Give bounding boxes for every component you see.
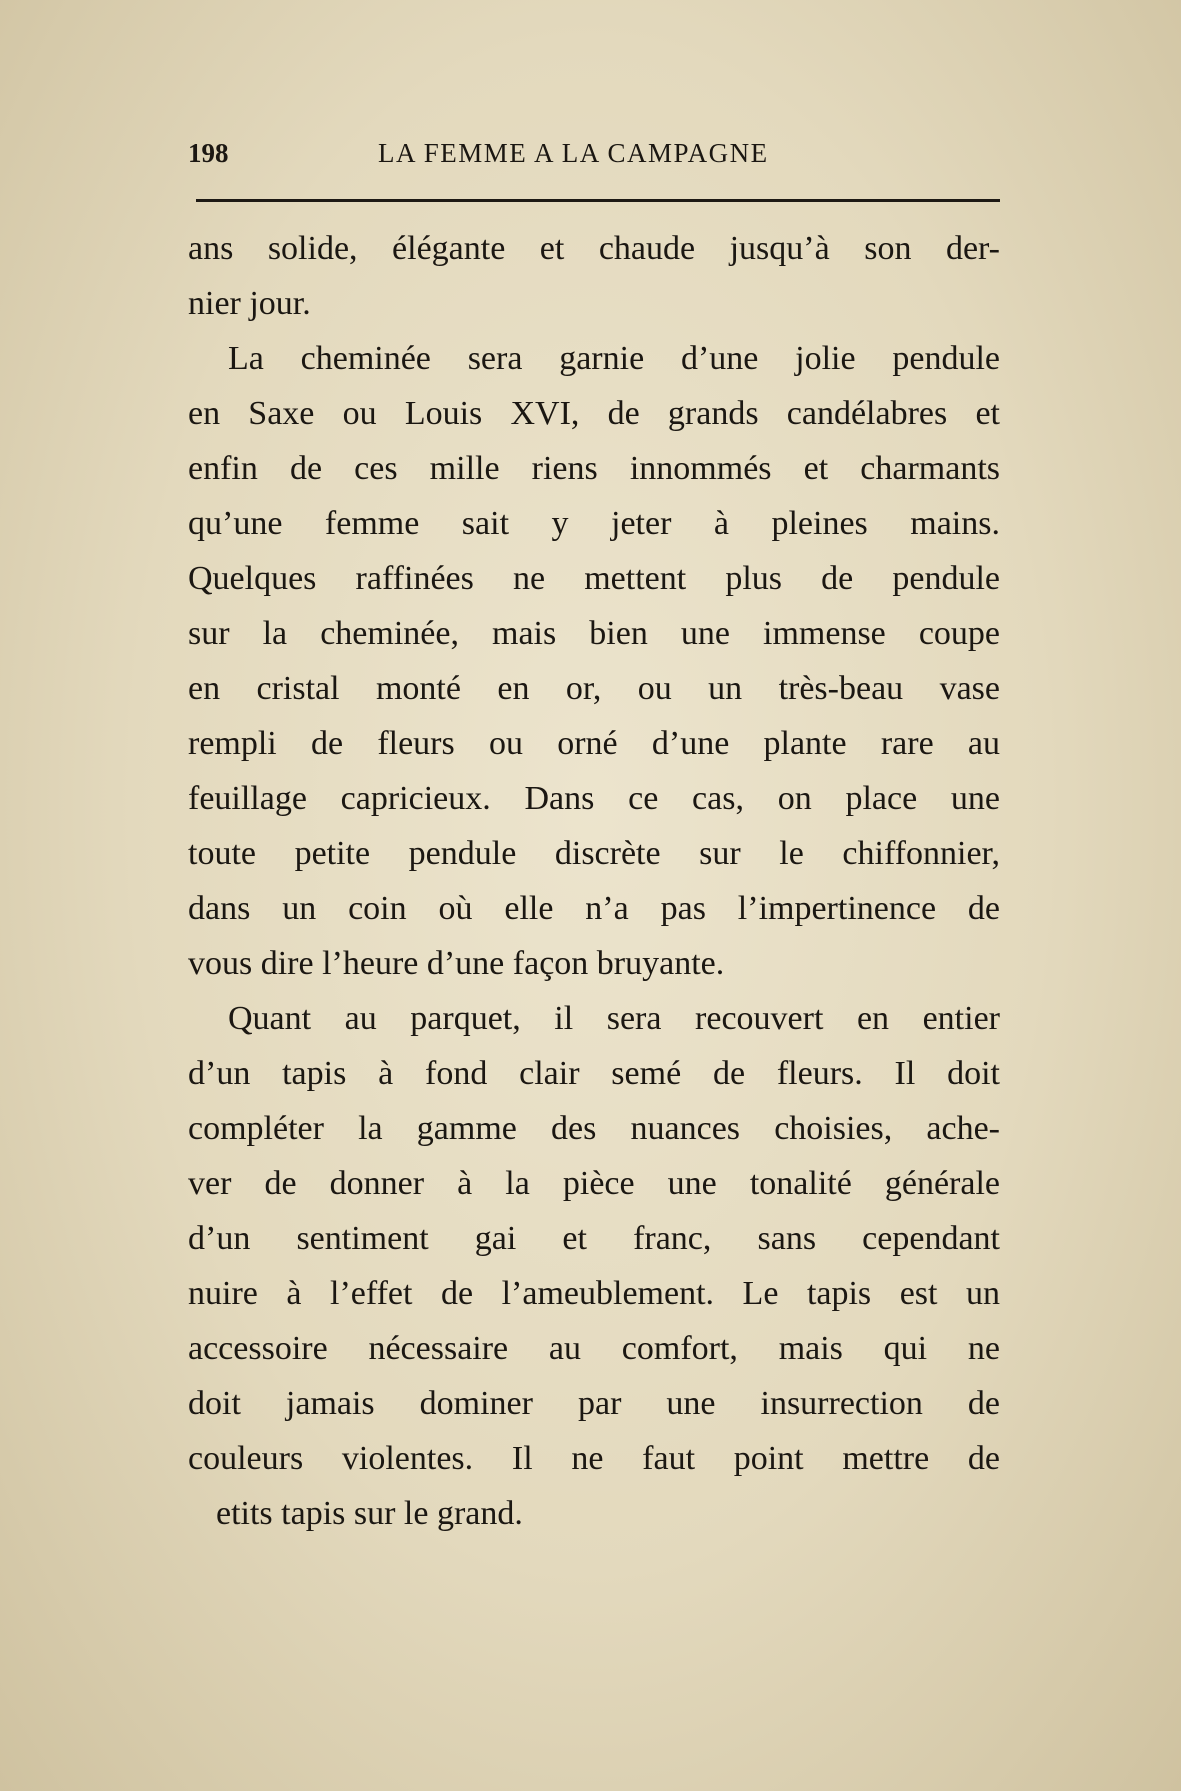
text-line: La cheminée sera garnie d’une jolie pendule: [228, 340, 1000, 377]
page-number: 198: [188, 138, 229, 168]
text-line: couleurs violentes. Il ne faut point mettre de: [188, 1440, 1000, 1477]
text-line: en Saxe ou Louis XVI, de grands candélabres et: [188, 395, 1000, 432]
paragraph-2: [188, 331, 1000, 991]
text-line: feuillage capricieux. Dans ce cas, on place une: [188, 780, 1000, 817]
text-line: Quant au parquet, il sera recouvert en entier: [228, 1000, 1000, 1037]
text-line: qu’une femme sait y jeter à pleines mains.: [188, 505, 1000, 542]
text-line: nuire à l’effet de l’ameublement. Le tapis est un: [188, 1275, 1000, 1312]
text-line: ans solide, élégante et chaude jusqu’à son der-: [188, 230, 1000, 267]
text-line: d’un tapis à fond clair semé de fleurs. Il doit: [188, 1055, 1000, 1092]
text-line: ver de donner à la pièce une tonalité générale: [188, 1165, 1000, 1202]
text-line: doit jamais dominer par une insurrection de: [188, 1385, 1000, 1422]
text-line: accessoire nécessaire au comfort, mais qui ne: [188, 1330, 1000, 1367]
text-line: sur la cheminée, mais bien une immense coupe: [188, 615, 1000, 652]
text-line: compléter la gamme des nuances choisies, ache-: [188, 1110, 1000, 1147]
paragraph-3: [188, 991, 1000, 1541]
text-line: toute petite pendule discrète sur le chiffonnier,: [188, 835, 1000, 872]
text-line: enfin de ces mille riens innommés et charmants: [188, 450, 1000, 487]
text-line: vous dire l’heure d’une façon bruyante.: [188, 945, 725, 982]
text-line: dans un coin où elle n’a pas l’impertinence de: [188, 890, 1000, 927]
text-line: d’un sentiment gai et franc, sans cependant: [188, 1220, 1000, 1257]
running-title: LA FEMME A LA CAMPAGNE: [378, 138, 769, 168]
text-line: nier jour.: [188, 285, 311, 322]
text-line: rempli de fleurs ou orné d’une plante rare au: [188, 725, 1000, 762]
running-header: [188, 138, 1000, 178]
page-body: [188, 221, 1000, 1541]
text-line: Quelques raffinées ne mettent plus de pendule: [188, 560, 1000, 597]
header-rule: [196, 199, 1000, 202]
paragraph-1: [188, 221, 1000, 331]
text-line: etits tapis sur le grand.: [216, 1495, 523, 1532]
text-line: en cristal monté en or, ou un très-beau vase: [188, 670, 1000, 707]
